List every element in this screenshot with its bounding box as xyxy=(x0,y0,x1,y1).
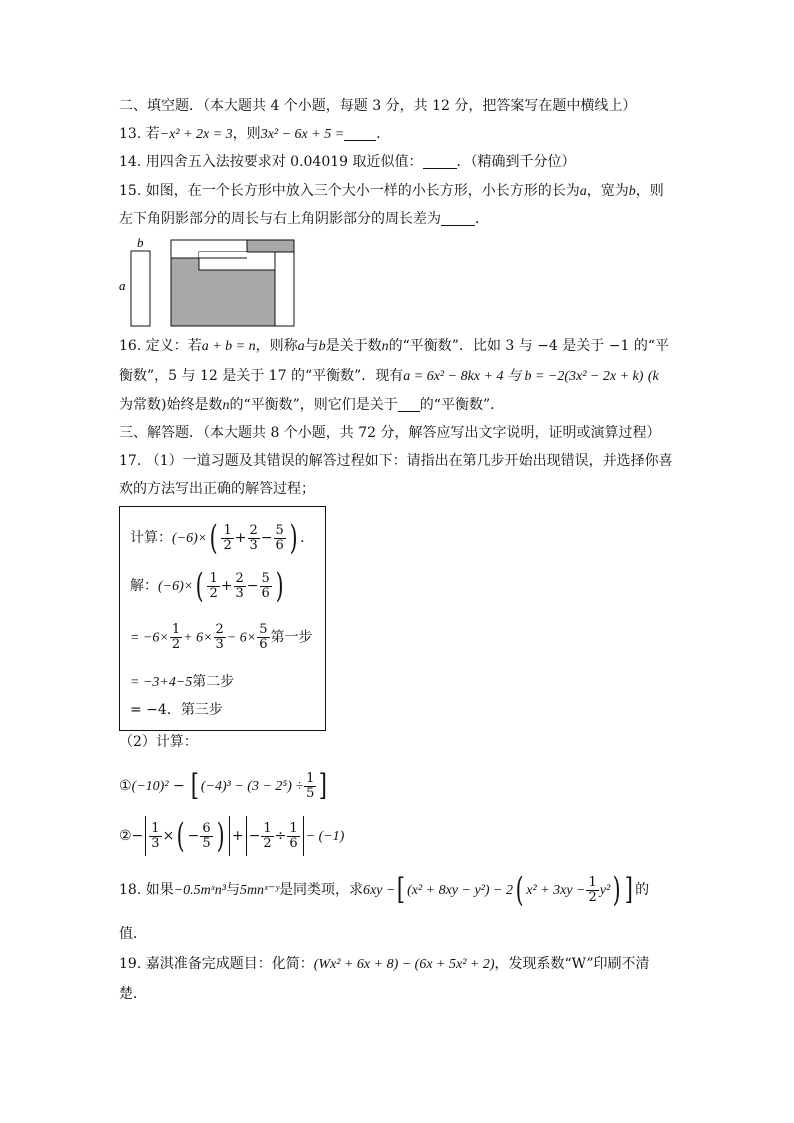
question-18-line2: 值． xyxy=(119,926,147,942)
small-rectangle-vertical xyxy=(275,252,294,326)
question-17-expr2: ②− $\frac{1}{3}$ ×( − $\frac{6}{5}$ ) + − $\frac{1}{2}$ ÷ $\frac{1}{6}$ − (−1) xyxy=(119,816,345,856)
section2-title: 二、填空题．（本大题共 4 个小题，每题 3 分，共 12 分，把答案写在题中横线上） xyxy=(119,98,637,114)
question-17-part2-label: （2）计算： xyxy=(119,734,198,750)
answer-blank-16[interactable] xyxy=(398,397,420,412)
question-17-expr1: ①(−10)² − [ (−4)³ − (3 − 2⁵) ÷ $\frac{1}{5}$ ] xyxy=(119,768,328,803)
question-17-line1: 17. （1）一道习题及其错误的解答过程如下：请指出在第几步开始出现错误，并选择你喜 xyxy=(119,453,673,469)
box-step3-line: = −4．第三步 xyxy=(130,702,223,718)
shaded-top-right xyxy=(247,240,294,252)
question-15-line1: 15. 如图，在一个长方形中放入三个大小一样的小长方形，小长方形的长为a，宽为b，则 xyxy=(119,183,664,199)
section3-title: 三、解答题．（本大题共 8 个小题，共 72 分，解答应写出文字说明，证明或演算过程） xyxy=(119,425,661,441)
small-rectangle-sample xyxy=(131,251,150,326)
answer-blank-13[interactable] xyxy=(344,126,376,141)
question-16-line2: 衡数”，5 与 12 是关于 17 的“平衡数”．现有a = 6x² − 8kx + 4 与 b = −2(3x² − 2x + k) (k xyxy=(119,368,659,384)
question-17-line2: 欢的方法写出正确的解答过程； xyxy=(119,481,315,497)
question-16-line1: 16. 定义：若a + b = n，则称a与b是关于数n的“平衡数”．比如 3 与 −4 是关于 −1 的“平 xyxy=(119,338,669,354)
question-16-line3: 为常数)始终是数n的“平衡数”，则它们是关于 的“平衡数”． xyxy=(119,397,505,413)
rectangle-figure xyxy=(119,236,299,332)
figure-label-a: a xyxy=(119,278,126,293)
box-calc-line: 计算：(−6)×( $\frac{1}{2}$ + $\frac{2}{3}$ − $\frac{5}{6}$ ) ． xyxy=(130,518,315,558)
answer-blank-14[interactable] xyxy=(423,154,457,169)
question-18-line1: 18. 如果−0.5mˣn³与5mnˣ⁻ʸ是同类项，求6xy −[ (x² + 8xy − y²) − 2( x² + 3xy − $\frac{1}{2}$ y²) ] 的 xyxy=(119,870,650,910)
answer-blank-15[interactable] xyxy=(441,211,475,226)
question-15-line2: 左下角阴影部分的周长与右上角阴影部分的周长差为 ． xyxy=(119,211,489,227)
box-solve-line: 解：(−6)×( $\frac{1}{2}$ + $\frac{2}{3}$ − $\frac{5}{6}$ ) xyxy=(130,566,284,606)
question-19-line2: 楚． xyxy=(119,986,147,1002)
question-19-line1: 19. 嘉淇准备完成题目：化简：(Wx² + 6x + 8) − (6x + 5x² + 2)，发现系数“W”印刷不清 xyxy=(119,956,650,972)
question-14: 14. 用四舍五入法按要求对 0.04019 取近似值： ．（精确到千分位） xyxy=(119,154,576,170)
figure-label-b: b xyxy=(137,236,144,250)
question-13: 13. 若−x² + 2x = 3，则3x² − 6x + 5 = ． xyxy=(119,126,391,142)
box-step1-line: = −6× $\frac{1}{2}$ + 6× $\frac{2}{3}$ − 6× $\frac{5}{6}$ 第一步 xyxy=(130,622,313,652)
erroneous-solution-box xyxy=(119,506,326,731)
box-step2-line: = −3+4−5第二步 xyxy=(130,674,235,690)
